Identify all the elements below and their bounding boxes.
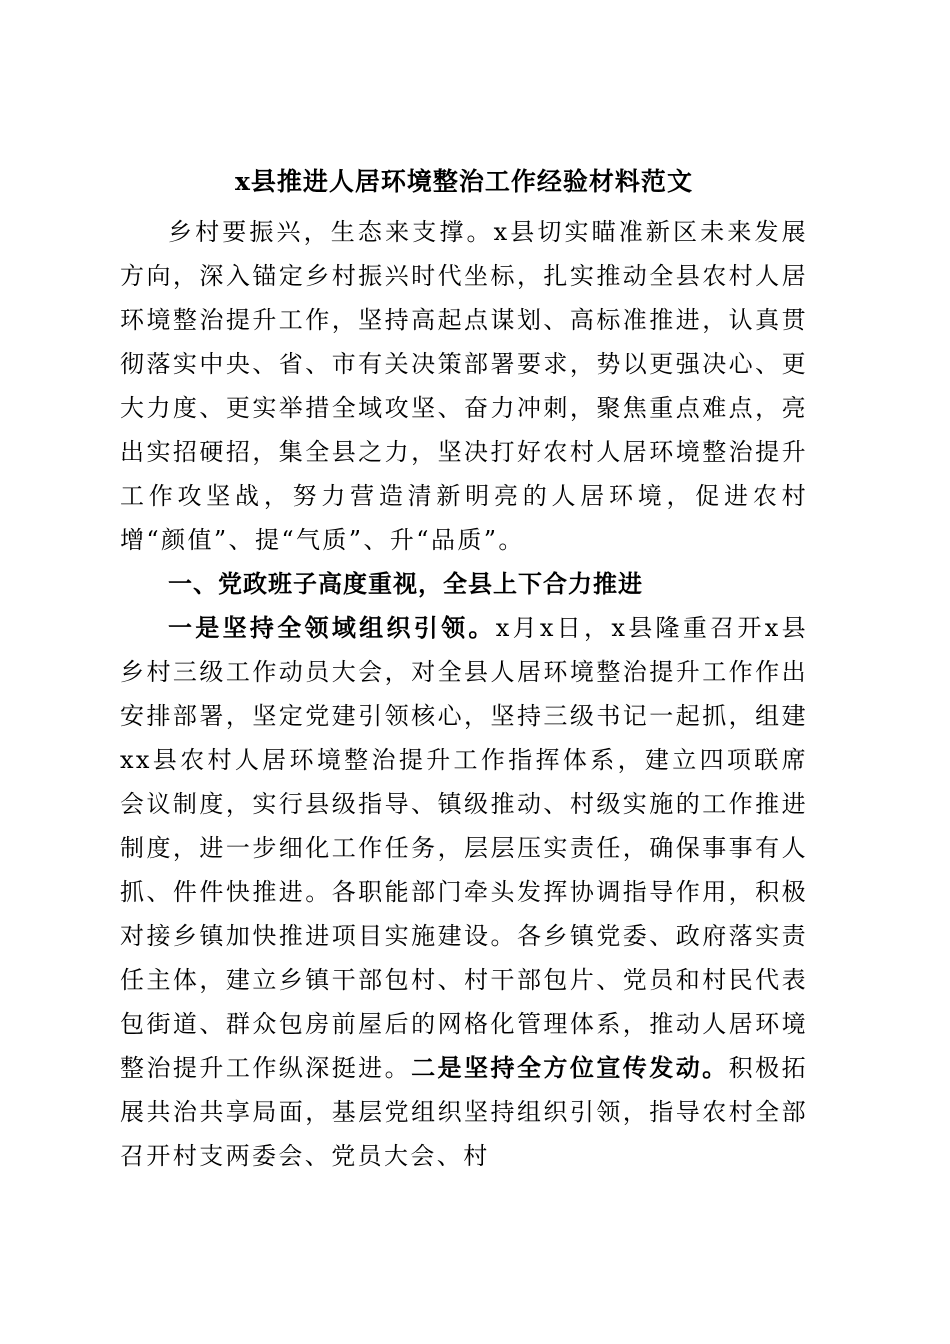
point-1-lead: 一是坚持全领域组织引领。 [168, 613, 496, 642]
section-heading-1: 一、党政班子高度重视，全县上下合力推进 [168, 569, 643, 598]
document-title: x县推进人居环境整治工作经验材料范文 [235, 167, 693, 196]
point-2-lead: 二是坚持全方位宣传发动。 [411, 1053, 729, 1082]
section-1-paragraph [120, 606, 808, 1178]
point-1-text: x月x日，x县隆重召开x县乡村三级工作动员大会，对全县人居环境整治提升工作作出安排部署，坚定党建引领核心，坚持三级书记一起抓，组建xx县农村人居环境整治提升工作指挥体系，建立四项联席会议制度，实行县级指导、镇级推动、村级实施的工作推进制度，进一步细化工作任务，层层压实责任，确保事事有人抓、件件快推进。各职能部门牵头发挥协调指导作用，积极对接乡镇加快推进项目实施建设。各乡镇党委、政府落实责任主体，建立乡镇干部包村、村干部包片、党员和村民代表包街道、群众包房前屋后的网格化管理体系，推动人居环境整治提升工作纵深挺进。 [120, 614, 808, 1082]
point-2-text: 积极拓展共治共享局面，基层党组织坚持组织引领，指导农村全部召开村支两委会、党员大会、村 [120, 1054, 808, 1170]
document-page [120, 158, 808, 1178]
intro-paragraph: 乡村要振兴，生态来支撑。x县切实瞄准新区未来发展方向，深入锚定乡村振兴时代坐标，扎实推动全县农村人居环境整治提升工作，坚持高起点谋划、高标准推进，认真贯彻落实中央、省、市有关决策部署要求，势以更强决心、更大力度、更实举措全域攻坚、奋力冲刺，聚焦重点难点，亮出实招硬招，集全县之力，坚决打好农村人居环境整治提升工作攻坚战，努力营造清新明亮的人居环境，促进农村增“颜值”、提“气质”、升“品质”。 [120, 218, 808, 554]
